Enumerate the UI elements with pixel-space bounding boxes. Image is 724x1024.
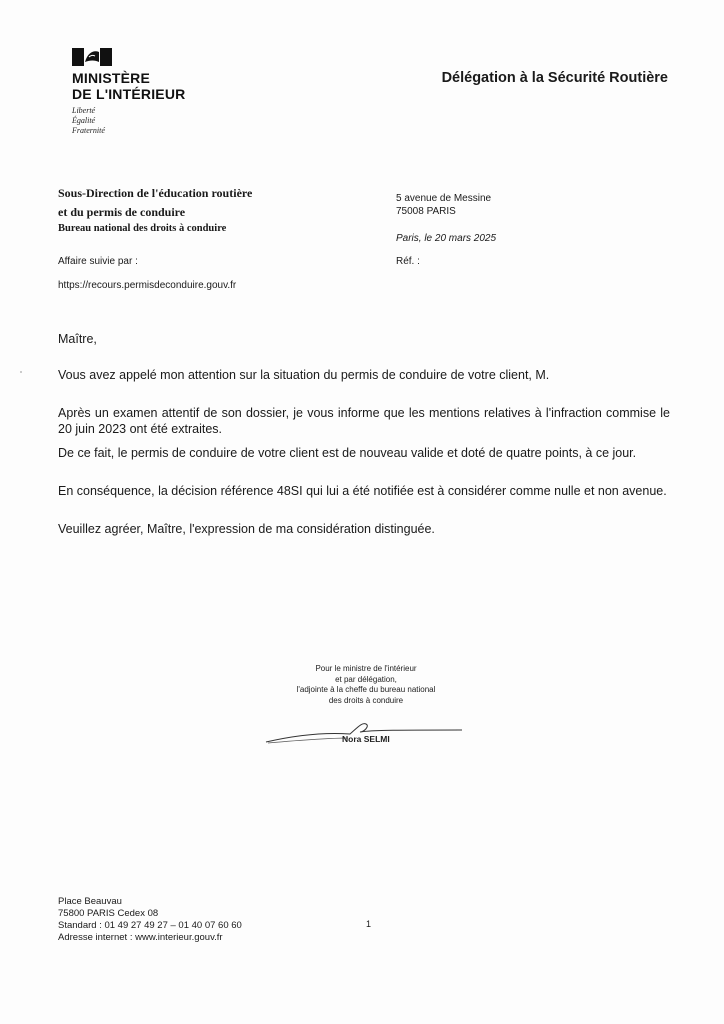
salutation: Maître, (58, 332, 97, 346)
signature-line-4: des droits à conduire (328, 695, 404, 705)
scan-speck (20, 371, 22, 373)
sub-direction (58, 184, 252, 222)
motto-egalite: Égalité (72, 116, 96, 125)
paragraph-2: Après un examen attentif de son dossier, je vous informe que les mentions relatives à l'infraction commise le 20 juin 2023 ont été extraites. (58, 406, 670, 436)
sub-direction-line-2: et du permis de conduire (58, 205, 186, 219)
signature-line-2: et par délégation, (335, 674, 397, 684)
footer-line-3: Standard : 01 49 27 49 27 – 01 40 07 60 60 (58, 920, 242, 931)
delegation-title: Délégation à la Sécurité Routière (441, 70, 668, 86)
marianne-logo-icon (72, 48, 112, 66)
motto-fraternite: Fraternité (72, 126, 105, 135)
paragraph-1: Vous avez appelé mon attention sur la situation du permis de conduire de votre client, M. (58, 368, 550, 382)
recipient-address (396, 192, 491, 218)
sub-direction-line-1: Sous-Direction de l'éducation routière (58, 186, 253, 200)
footer-line-2: 75800 PARIS Cedex 08 (58, 908, 159, 919)
address-line-2: 75008 PARIS (396, 206, 456, 217)
signature-block (268, 664, 464, 706)
recourse-url: https://recours.permisdeconduire.gouv.fr (58, 280, 237, 291)
ministry-name (72, 70, 185, 102)
address-line-1: 5 avenue de Messine (396, 193, 492, 204)
signature-line-1: Pour le ministre de l'intérieur (315, 664, 417, 673)
reference-label: Réf. : (396, 256, 420, 267)
ministry-line-1: MINISTÈRE (72, 70, 151, 86)
footer-line-1: Place Beauvau (58, 896, 122, 907)
republic-motto (72, 106, 105, 136)
paragraph-3: De ce fait, le permis de conduire de votre client est de nouveau valide et doté de quatre points, à ce jour. (58, 446, 637, 460)
ministry-line-2: DE L'INTÉRIEUR (72, 86, 186, 102)
bureau-name: Bureau national des droits à conduire (58, 223, 227, 234)
signature-line-3: l'adjointe à la cheffe du bureau national (296, 685, 436, 694)
followed-by-label: Affaire suivie par : (58, 256, 138, 267)
page-number: 1 (366, 919, 372, 929)
footer-address (58, 896, 242, 944)
signatory-name: Nora SELMI (342, 734, 390, 744)
letter-date: Paris, le 20 mars 2025 (396, 233, 497, 244)
footer-line-4: Adresse internet : www.interieur.gouv.fr (58, 932, 223, 943)
paragraph-4: En conséquence, la décision référence 48SI qui lui a été notifiée est à considérer comme nulle et non avenue. (58, 484, 667, 498)
motto-liberte: Liberté (72, 106, 96, 115)
closing-formula: Veuillez agréer, Maître, l'expression de ma considération distinguée. (58, 522, 435, 536)
